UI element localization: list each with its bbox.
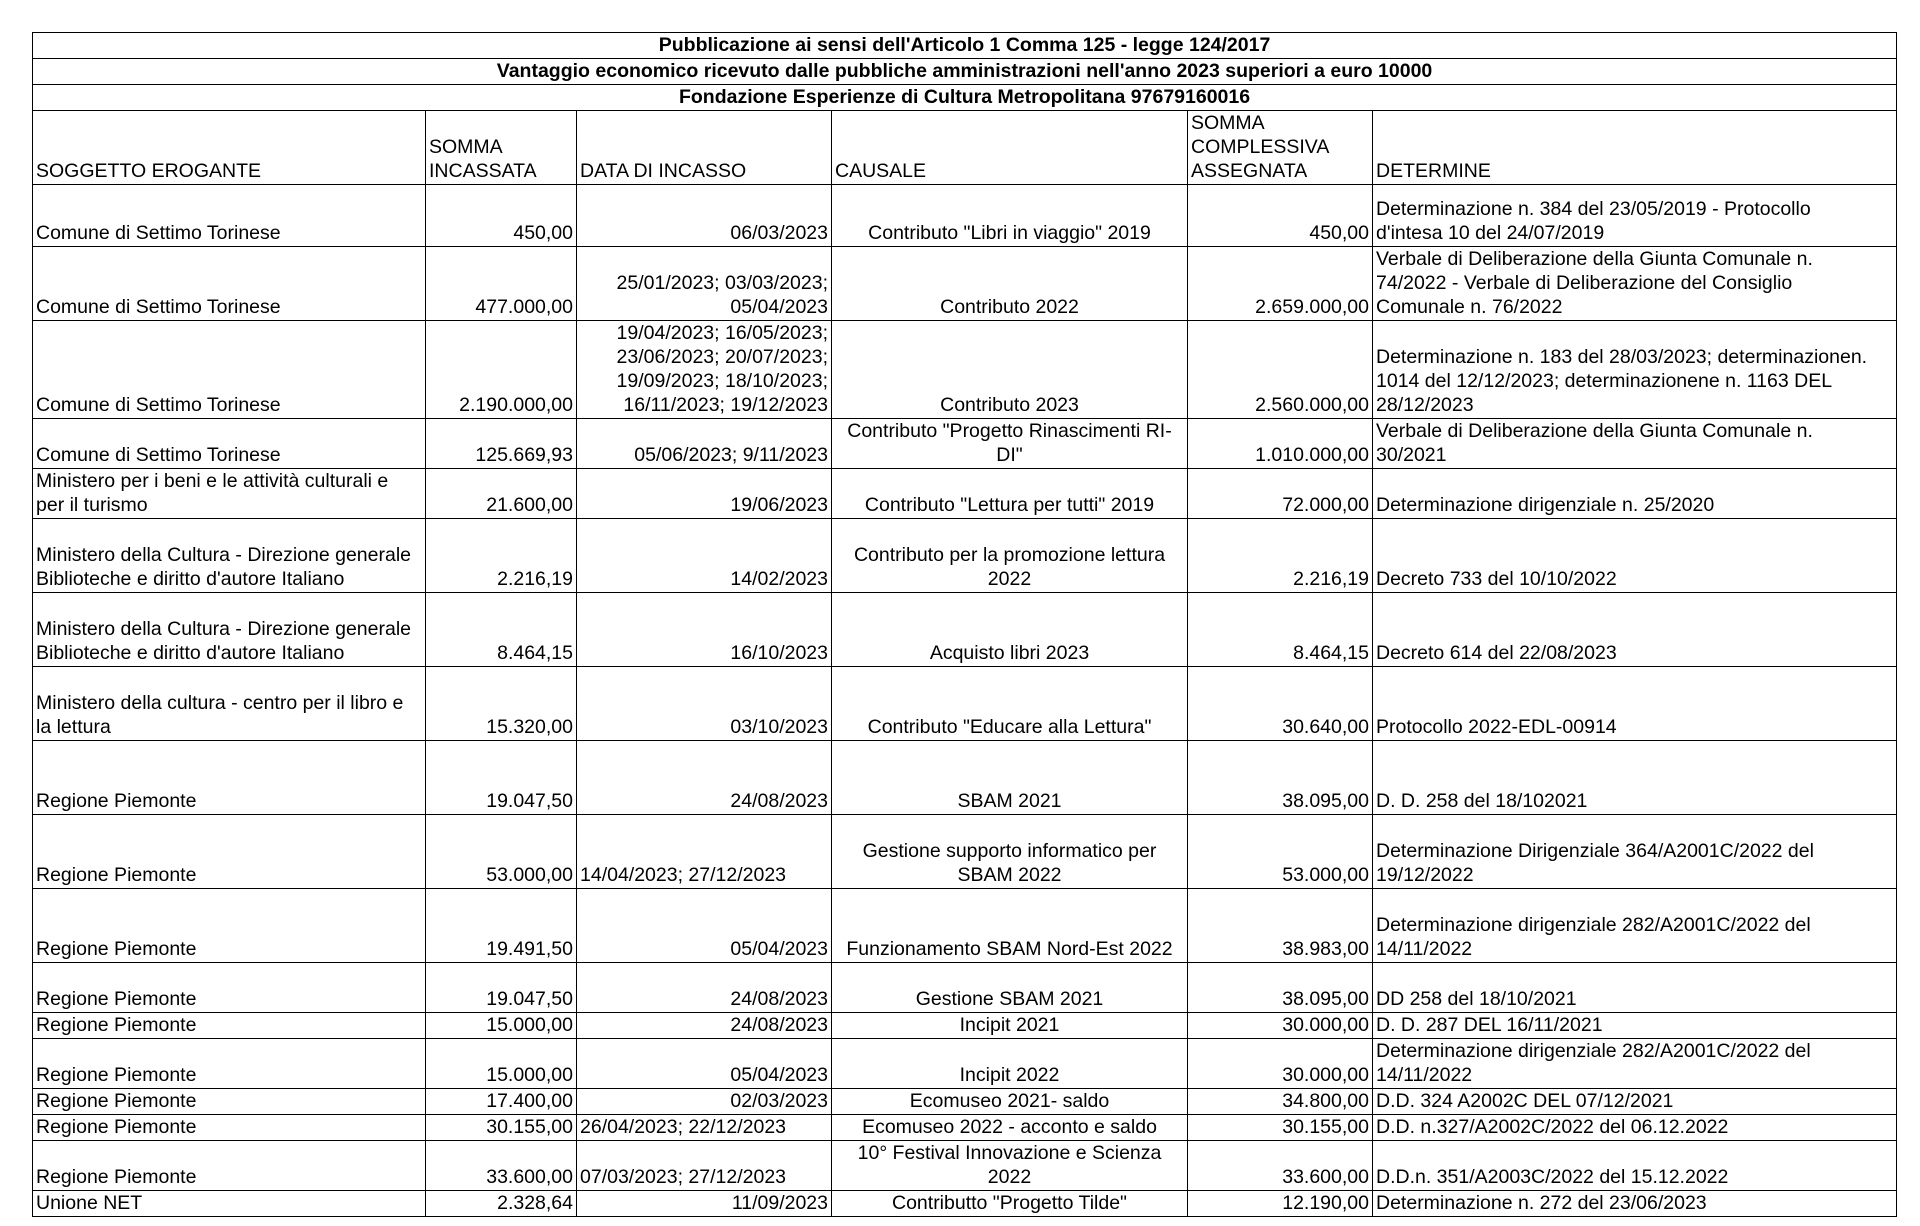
cell-somma-complessiva: 33.600,00	[1188, 1141, 1373, 1191]
header-causale: CAUSALE	[832, 111, 1188, 185]
cell-somma-incassata: 15.320,00	[426, 667, 577, 741]
cell-somma-incassata: 2.190.000,00	[426, 321, 577, 419]
cell-determine: Determinazione dirigenziale 282/A2001C/2022 del 14/11/2022	[1373, 1039, 1897, 1089]
cell-causale: Contributo "Progetto Rinascimenti RI- DI"	[832, 419, 1188, 469]
cell-somma-incassata: 15.000,00	[426, 1013, 577, 1039]
cell-somma-complessiva: 53.000,00	[1188, 815, 1373, 889]
cell-determine: Determinazione n. 272 del 23/06/2023	[1373, 1191, 1897, 1217]
header-soggetto-erogante: SOGGETTO EROGANTE	[33, 111, 426, 185]
cell-determine: Verbale di Deliberazione della Giunta Comunale n. 74/2022 - Verbale di Deliberazione del Consiglio Comunale n. 76/2022	[1373, 247, 1897, 321]
cell-somma-complessiva: 30.155,00	[1188, 1115, 1373, 1141]
grants-table	[32, 32, 1897, 1217]
cell-determine: Protocollo 2022-EDL-00914	[1373, 667, 1897, 741]
cell-data-di-incasso: 25/01/2023; 03/03/2023; 05/04/2023	[577, 247, 832, 321]
cell-soggetto-erogante: Ministero per i beni e le attività culturali e per il turismo	[33, 469, 426, 519]
header-data-di-incasso: DATA DI INCASSO	[577, 111, 832, 185]
cell-data-di-incasso: 24/08/2023	[577, 741, 832, 815]
table-row	[33, 519, 1897, 593]
cell-soggetto-erogante: Comune di Settimo Torinese	[33, 185, 426, 247]
document-subtitle: Vantaggio economico ricevuto dalle pubbliche amministrazioni nell'anno 2023 superiori a euro 10000	[33, 59, 1897, 85]
cell-causale: Gestione SBAM 2021	[832, 963, 1188, 1013]
cell-soggetto-erogante: Ministero della cultura - centro per il libro e la lettura	[33, 667, 426, 741]
cell-somma-incassata: 8.464,15	[426, 593, 577, 667]
cell-data-di-incasso: 03/10/2023	[577, 667, 832, 741]
table-row	[33, 185, 1897, 247]
cell-causale: SBAM 2021	[832, 741, 1188, 815]
cell-somma-complessiva: 34.800,00	[1188, 1089, 1373, 1115]
table-row	[33, 469, 1897, 519]
cell-somma-incassata: 53.000,00	[426, 815, 577, 889]
cell-determine: D.D.n. 351/A2003C/2022 del 15.12.2022	[1373, 1141, 1897, 1191]
cell-somma-incassata: 19.491,50	[426, 889, 577, 963]
table-row	[33, 667, 1897, 741]
cell-data-di-incasso: 05/04/2023	[577, 1039, 832, 1089]
cell-causale: Contributo "Libri in viaggio" 2019	[832, 185, 1188, 247]
cell-somma-incassata: 17.400,00	[426, 1089, 577, 1115]
cell-data-di-incasso: 05/06/2023; 9/11/2023	[577, 419, 832, 469]
cell-determine: Determinazione dirigenziale 282/A2001C/2022 del 14/11/2022	[1373, 889, 1897, 963]
cell-data-di-incasso: 14/02/2023	[577, 519, 832, 593]
cell-causale: Funzionamento SBAM Nord-Est 2022	[832, 889, 1188, 963]
cell-data-di-incasso: 26/04/2023; 22/12/2023	[577, 1115, 832, 1141]
cell-somma-incassata: 21.600,00	[426, 469, 577, 519]
cell-data-di-incasso: 06/03/2023	[577, 185, 832, 247]
cell-soggetto-erogante: Regione Piemonte	[33, 1013, 426, 1039]
cell-data-di-incasso: 02/03/2023	[577, 1089, 832, 1115]
cell-determine: DD 258 del 18/10/2021	[1373, 963, 1897, 1013]
cell-causale: Incipit 2021	[832, 1013, 1188, 1039]
cell-data-di-incasso: 05/04/2023	[577, 889, 832, 963]
cell-soggetto-erogante: Regione Piemonte	[33, 1115, 426, 1141]
cell-somma-complessiva: 30.000,00	[1188, 1039, 1373, 1089]
cell-soggetto-erogante: Regione Piemonte	[33, 1089, 426, 1115]
cell-soggetto-erogante: Comune di Settimo Torinese	[33, 321, 426, 419]
cell-causale: 10° Festival Innovazione e Scienza 2022	[832, 1141, 1188, 1191]
cell-somma-complessiva: 2.216,19	[1188, 519, 1373, 593]
cell-somma-complessiva: 30.640,00	[1188, 667, 1373, 741]
cell-determine: D. D. 258 del 18/102021	[1373, 741, 1897, 815]
table-row	[33, 741, 1897, 815]
table-row	[33, 815, 1897, 889]
foundation-name: Fondazione Esperienze di Cultura Metropolitana 97679160016	[33, 85, 1897, 111]
cell-soggetto-erogante: Regione Piemonte	[33, 889, 426, 963]
table-row	[33, 1191, 1897, 1217]
cell-somma-complessiva: 30.000,00	[1188, 1013, 1373, 1039]
table-row	[33, 247, 1897, 321]
cell-somma-complessiva: 38.095,00	[1188, 741, 1373, 815]
cell-somma-incassata: 33.600,00	[426, 1141, 577, 1191]
cell-determine: D.D. n.327/A2002C/2022 del 06.12.2022	[1373, 1115, 1897, 1141]
cell-somma-incassata: 450,00	[426, 185, 577, 247]
cell-data-di-incasso: 14/04/2023; 27/12/2023	[577, 815, 832, 889]
cell-determine: Verbale di Deliberazione della Giunta Comunale n. 30/2021	[1373, 419, 1897, 469]
table-row	[33, 321, 1897, 419]
cell-somma-incassata: 2.328,64	[426, 1191, 577, 1217]
cell-somma-complessiva: 12.190,00	[1188, 1191, 1373, 1217]
cell-causale: Ecomuseo 2021- saldo	[832, 1089, 1188, 1115]
cell-soggetto-erogante: Comune di Settimo Torinese	[33, 419, 426, 469]
table-row	[33, 963, 1897, 1013]
cell-soggetto-erogante: Ministero della Cultura - Direzione generale Biblioteche e diritto d'autore Italiano	[33, 519, 426, 593]
cell-soggetto-erogante: Regione Piemonte	[33, 1039, 426, 1089]
cell-somma-complessiva: 38.983,00	[1188, 889, 1373, 963]
cell-somma-incassata: 15.000,00	[426, 1039, 577, 1089]
cell-data-di-incasso: 24/08/2023	[577, 1013, 832, 1039]
cell-causale: Contributo 2022	[832, 247, 1188, 321]
table-row	[33, 593, 1897, 667]
cell-data-di-incasso: 19/06/2023	[577, 469, 832, 519]
cell-somma-complessiva: 450,00	[1188, 185, 1373, 247]
cell-determine: Determinazione dirigenziale n. 25/2020	[1373, 469, 1897, 519]
header-determine: DETERMINE	[1373, 111, 1897, 185]
table-row	[33, 1013, 1897, 1039]
table-row	[33, 1039, 1897, 1089]
cell-determine: Determinazione n. 183 del 28/03/2023; determinazionen. 1014 del 12/12/2023; determinazionene n. 1163 DEL 28/12/2023	[1373, 321, 1897, 419]
cell-somma-complessiva: 1.010.000,00	[1188, 419, 1373, 469]
header-somma-complessiva: SOMMA COMPLESSIVA ASSEGNATA	[1188, 111, 1373, 185]
cell-somma-incassata: 125.669,93	[426, 419, 577, 469]
cell-somma-incassata: 477.000,00	[426, 247, 577, 321]
table-row	[33, 1115, 1897, 1141]
cell-somma-complessiva: 2.560.000,00	[1188, 321, 1373, 419]
cell-somma-complessiva: 8.464,15	[1188, 593, 1373, 667]
cell-soggetto-erogante: Regione Piemonte	[33, 963, 426, 1013]
cell-somma-incassata: 30.155,00	[426, 1115, 577, 1141]
cell-somma-complessiva: 72.000,00	[1188, 469, 1373, 519]
cell-soggetto-erogante: Ministero della Cultura - Direzione generale Biblioteche e diritto d'autore Italiano	[33, 593, 426, 667]
cell-data-di-incasso: 07/03/2023; 27/12/2023	[577, 1141, 832, 1191]
cell-soggetto-erogante: Unione NET	[33, 1191, 426, 1217]
cell-causale: Contributo "Educare alla Lettura"	[832, 667, 1188, 741]
cell-causale: Ecomuseo 2022 - acconto e saldo	[832, 1115, 1188, 1141]
table-row	[33, 1141, 1897, 1191]
cell-determine: Decreto 614 del 22/08/2023	[1373, 593, 1897, 667]
cell-determine: Determinazione Dirigenziale 364/A2001C/2022 del 19/12/2022	[1373, 815, 1897, 889]
cell-somma-incassata: 19.047,50	[426, 741, 577, 815]
cell-soggetto-erogante: Regione Piemonte	[33, 815, 426, 889]
document-title: Pubblicazione ai sensi dell'Articolo 1 Comma 125 - legge 124/2017	[33, 33, 1897, 59]
cell-data-di-incasso: 19/04/2023; 16/05/2023; 23/06/2023; 20/07/2023; 19/09/2023; 18/10/2023; 16/11/2023; 19/12/2023	[577, 321, 832, 419]
cell-data-di-incasso: 11/09/2023	[577, 1191, 832, 1217]
cell-causale: Acquisto libri 2023	[832, 593, 1188, 667]
cell-causale: Contributo 2023	[832, 321, 1188, 419]
cell-causale: Contributo per la promozione lettura 2022	[832, 519, 1188, 593]
table-row	[33, 1089, 1897, 1115]
header-somma-incassata: SOMMA INCASSATA	[426, 111, 577, 185]
table-row	[33, 889, 1897, 963]
cell-somma-incassata: 19.047,50	[426, 963, 577, 1013]
cell-soggetto-erogante: Comune di Settimo Torinese	[33, 247, 426, 321]
cell-somma-incassata: 2.216,19	[426, 519, 577, 593]
cell-causale: Contributto "Progetto Tilde"	[832, 1191, 1188, 1217]
cell-data-di-incasso: 16/10/2023	[577, 593, 832, 667]
cell-data-di-incasso: 24/08/2023	[577, 963, 832, 1013]
cell-soggetto-erogante: Regione Piemonte	[33, 741, 426, 815]
cell-somma-complessiva: 2.659.000,00	[1188, 247, 1373, 321]
cell-determine: D.D. 324 A2002C DEL 07/12/2021	[1373, 1089, 1897, 1115]
cell-determine: Decreto 733 del 10/10/2022	[1373, 519, 1897, 593]
header-row	[33, 111, 1897, 185]
cell-somma-complessiva: 38.095,00	[1188, 963, 1373, 1013]
cell-soggetto-erogante: Regione Piemonte	[33, 1141, 426, 1191]
cell-determine: Determinazione n. 384 del 23/05/2019 - Protocollo d'intesa 10 del 24/07/2019	[1373, 185, 1897, 247]
cell-determine: D. D. 287 DEL 16/11/2021	[1373, 1013, 1897, 1039]
cell-causale: Incipit 2022	[832, 1039, 1188, 1089]
table-row	[33, 419, 1897, 469]
cell-causale: Contributo "Lettura per tutti" 2019	[832, 469, 1188, 519]
cell-causale: Gestione supporto informatico per SBAM 2022	[832, 815, 1188, 889]
